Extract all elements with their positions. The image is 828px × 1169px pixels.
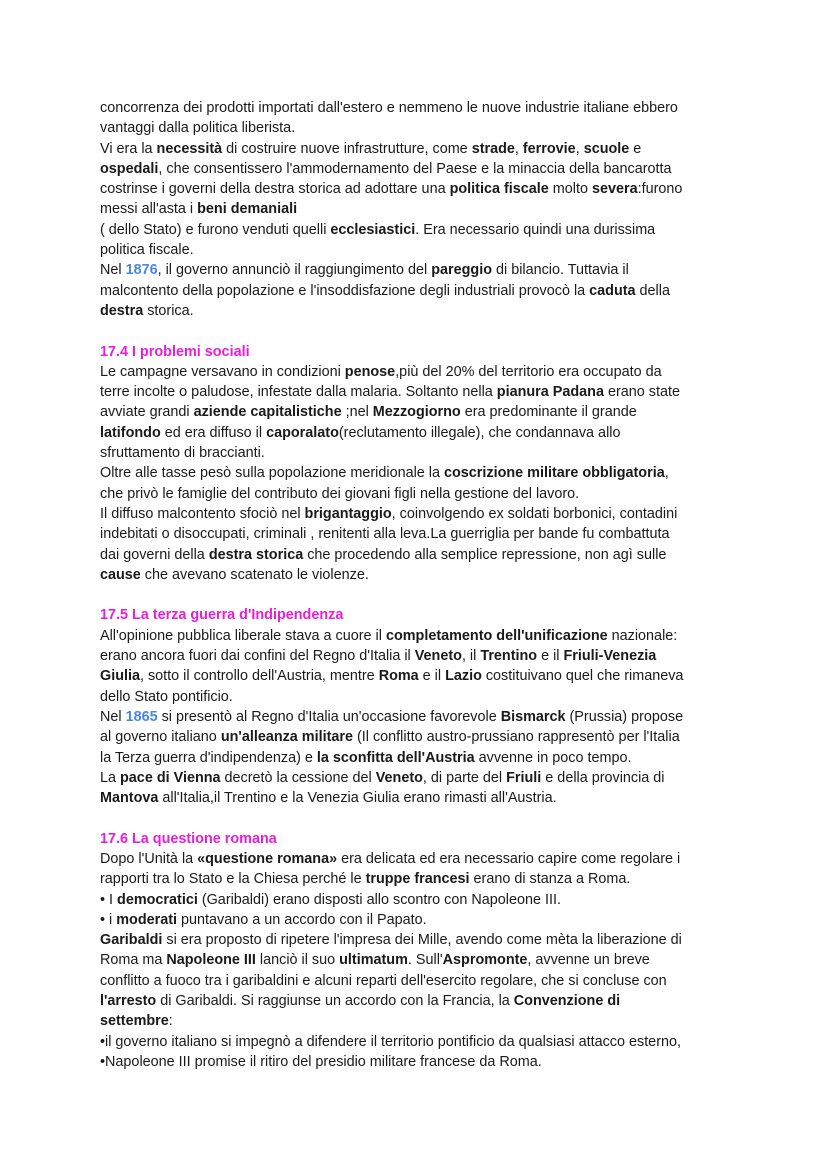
bold-text: beni demaniali	[197, 201, 298, 218]
text-run: All'opinione pubblica liberale stava a cuore il	[100, 627, 386, 644]
text-line	[100, 930, 740, 950]
text-line	[100, 524, 740, 544]
text-run: , il	[461, 648, 481, 665]
text-run: dello Stato pontificio.	[100, 688, 233, 705]
text-run: Roma ma	[100, 952, 167, 969]
text-run: ;nel	[341, 404, 373, 421]
text-run: sfruttamento di braccianti.	[100, 445, 265, 462]
text-line	[100, 1052, 740, 1072]
bold-text: Napoleone III	[166, 952, 256, 969]
text-run: (Garibaldi) erano disposti allo scontro con Napoleone III.	[197, 891, 561, 908]
text-run: all'Italia,il Trentino e la Venezia Giulia erano rimasti all'Austria.	[158, 790, 557, 807]
text-run: 17.6 La questione romana	[100, 830, 277, 847]
text-line	[100, 849, 740, 869]
text-line	[100, 484, 740, 504]
text-run: concorrenza dei prodotti importati dall'estero e nemmeno le nuove industrie italiane ebbero	[100, 100, 678, 116]
bold-text: cause	[100, 566, 141, 583]
text-run: Le campagne versavano in condizioni	[100, 363, 345, 380]
text-line	[100, 281, 740, 301]
section-title	[100, 342, 740, 362]
text-run: si presentò al Regno d'Italia un'occasione favorevole	[157, 708, 501, 725]
text-run: ,più del 20% del territorio era occupato da	[395, 363, 662, 380]
text-run: Il diffuso malcontento sfociò nel	[100, 505, 305, 522]
bold-text: destra	[100, 302, 144, 319]
text-run: (Il conflitto austro-prussiano rappresentò per l'Italia	[353, 729, 680, 746]
text-line	[100, 1011, 740, 1031]
text-run: terre incolte o paludose, infestate dalla malaria. Soltanto nella	[100, 384, 497, 401]
bold-text: strade	[471, 140, 515, 157]
bold-text: scuole	[583, 140, 630, 157]
text-run: , sotto il controllo dell'Austria, mentre	[139, 668, 379, 685]
text-run: , che consentissero l'ammodernamento del Paese e la minaccia della bancarotta	[158, 160, 672, 177]
text-run: e della provincia di	[541, 769, 665, 786]
text-run: avviate grandi	[100, 404, 194, 421]
text-line	[100, 788, 740, 808]
bold-text: pianura Padana	[496, 384, 604, 401]
text-run: e	[629, 140, 642, 157]
text-run: conflitto a fuoco tra i garibaldini e alcuni reparti dell'esercito regolare, che si concluse con	[100, 972, 667, 989]
text-run: nazionale:	[607, 627, 678, 644]
bold-text: necessità	[156, 140, 223, 157]
text-line	[100, 179, 740, 199]
bold-text: ferrovie	[522, 140, 576, 157]
bold-text: la sconfitta dell'Austria	[316, 749, 475, 766]
text-run: al governo italiano	[100, 729, 221, 746]
bold-text: Trentino	[480, 648, 538, 665]
text-line	[100, 666, 740, 686]
bold-text: Veneto	[375, 769, 423, 786]
year-highlight: 1865	[125, 708, 158, 725]
text-line	[100, 910, 740, 930]
bold-text: caduta	[589, 282, 636, 299]
bold-text: l'arresto	[100, 993, 157, 1010]
text-run: vantaggi dalla politica liberista.	[100, 120, 296, 137]
bold-text: brigantaggio	[304, 505, 392, 522]
text-run: :furono	[637, 181, 683, 198]
text-line	[100, 301, 740, 321]
text-line	[100, 199, 740, 219]
bold-text: Bismarck	[500, 708, 566, 725]
text-line	[100, 626, 740, 646]
text-run: puntavano a un accordo con il Papato.	[177, 911, 427, 928]
bold-text: ospedali	[100, 160, 159, 177]
text-line	[100, 768, 740, 788]
text-run: Vi era la	[100, 140, 157, 157]
text-run: , di parte del	[422, 769, 507, 786]
bold-text: destra storica	[208, 546, 304, 563]
text-run: molto	[548, 181, 592, 198]
text-run: , il governo annunciò il raggiungimento del	[157, 262, 432, 279]
text-run: •Napoleone III promise il ritiro del presidio militare francese da Roma.	[100, 1053, 542, 1070]
bold-text: completamento dell'unificazione	[385, 627, 608, 644]
text-line	[100, 382, 740, 402]
bold-text: Friuli	[506, 769, 542, 786]
bold-text: Garibaldi	[100, 932, 163, 949]
bold-text: truppe francesi	[365, 871, 470, 888]
bold-text: Veneto	[414, 648, 462, 665]
bold-text: pareggio	[431, 262, 492, 279]
text-line	[100, 260, 740, 280]
text-run: •il governo italiano si impegnò a difendere il territorio pontificio da qualsiasi attacco esterno,	[100, 1033, 681, 1050]
bold-text: caporalato	[266, 424, 339, 441]
text-line	[100, 748, 740, 768]
text-run: ed era diffuso il	[160, 424, 267, 441]
bold-text: settembre	[100, 1013, 169, 1030]
text-run: rapporti tra lo Stato e la Chiesa perché le	[100, 871, 366, 888]
text-line	[100, 118, 740, 138]
bold-text: aziende capitalistiche	[193, 404, 342, 421]
text-run: Dopo l'Unità la	[100, 850, 198, 867]
bold-text: Roma	[378, 668, 419, 685]
document-page	[100, 98, 740, 1072]
text-line	[100, 98, 740, 118]
bold-text: ultimatum	[339, 952, 408, 969]
bold-text: politica fiscale	[449, 181, 549, 198]
text-run: e il	[537, 648, 564, 665]
bold-text: moderati	[116, 911, 178, 928]
text-run: Oltre alle tasse pesò sulla popolazione meridionale la	[100, 465, 444, 482]
bold-text: latifondo	[100, 424, 161, 441]
bold-text: Convenzione di	[513, 993, 621, 1010]
section-title	[100, 605, 740, 625]
text-run: 17.5 La terza guerra d'Indipendenza	[100, 607, 344, 624]
bold-text: «questione romana»	[197, 850, 338, 867]
text-line	[100, 1032, 740, 1052]
text-run: , avvenne un breve	[527, 952, 650, 969]
text-run: di Garibaldi. Si raggiunse un accordo con la Francia, la	[156, 993, 514, 1010]
text-run: ( dello Stato) e furono venduti quelli	[100, 221, 331, 238]
text-run: di costruire nuove infrastrutture, come	[222, 140, 472, 157]
text-run: La	[100, 769, 121, 786]
bold-text: Friuli-Venezia	[563, 648, 657, 665]
bold-text: Aspromonte	[442, 952, 528, 969]
text-run: :	[168, 1013, 173, 1030]
text-run: avvenne in poco tempo.	[474, 749, 632, 766]
text-run: lanciò il suo	[255, 952, 340, 969]
text-line	[100, 565, 740, 585]
year-highlight: 1876	[125, 262, 158, 279]
section-title	[100, 829, 740, 849]
text-run: della	[635, 282, 670, 299]
text-run: di bilancio. Tuttavia il	[492, 262, 629, 279]
paragraph-gap	[100, 321, 740, 341]
paragraph-gap	[100, 585, 740, 605]
text-line	[100, 707, 740, 727]
text-run: 17.4 I problemi sociali	[100, 343, 250, 360]
text-line	[100, 423, 740, 443]
text-run: la Terza guerra d'indipendenza) e	[100, 749, 317, 766]
text-run: costrinse i governi della destra storica ad adottare una	[100, 181, 450, 198]
text-run: . Sull'	[407, 952, 443, 969]
text-run: ,	[575, 140, 584, 157]
text-run: e il	[418, 668, 446, 685]
paragraph-gap	[100, 808, 740, 828]
bold-text: un'alleanza militare	[220, 729, 353, 746]
bold-text: severa	[591, 181, 638, 198]
text-line	[100, 159, 740, 179]
text-line	[100, 971, 740, 991]
text-line	[100, 240, 740, 260]
text-run: ,	[664, 465, 669, 482]
text-run: storica.	[143, 302, 194, 319]
text-run: si era proposto di ripetere l'impresa dei Mille, avendo come mèta la liberazione di	[162, 932, 682, 949]
text-line	[100, 220, 740, 240]
text-run: messi all'asta i	[100, 201, 198, 218]
text-run: . Era necessario quindi una durissima	[415, 221, 656, 238]
bold-text: ecclesiastici	[330, 221, 416, 238]
text-run: dai governi della	[100, 546, 209, 563]
bold-text: Mantova	[100, 790, 159, 807]
text-run: era delicata ed era necessario capire come regolare i	[337, 850, 681, 867]
text-line	[100, 402, 740, 422]
bold-text: democratici	[117, 891, 198, 908]
bold-text: Giulia	[100, 668, 140, 685]
text-run: politica fiscale.	[100, 242, 194, 259]
text-line	[100, 727, 740, 747]
text-run: erano ancora fuori dai confini del Regno d'Italia il	[100, 648, 415, 665]
text-run: erano di stanza a Roma.	[469, 871, 631, 888]
text-run: • I	[100, 891, 118, 908]
bold-text: Mezzogiorno	[372, 404, 461, 421]
text-run: decretò la cessione del	[220, 769, 376, 786]
text-run: che privò le famiglie del contributo dei giovani figli nella gestione del lavoro.	[100, 485, 580, 502]
text-line	[100, 362, 740, 382]
text-line	[100, 139, 740, 159]
bold-text: penose	[344, 363, 396, 380]
text-run: malcontento della popolazione e l'insoddisfazione degli industriali provocò la	[100, 282, 590, 299]
bold-text: Lazio	[445, 668, 482, 685]
bold-text: coscrizione militare obbligatoria	[443, 465, 665, 482]
text-run: (reclutamento illegale), che condannava allo	[338, 424, 621, 441]
text-line	[100, 687, 740, 707]
text-run: Nel	[100, 262, 126, 279]
text-run: erano state	[603, 384, 680, 401]
text-line	[100, 890, 740, 910]
text-line	[100, 545, 740, 565]
text-run: (Prussia) propose	[565, 708, 684, 725]
text-line	[100, 646, 740, 666]
text-line	[100, 869, 740, 889]
text-line	[100, 443, 740, 463]
text-line	[100, 463, 740, 483]
bold-text: pace di Vienna	[120, 769, 221, 786]
text-line	[100, 950, 740, 970]
text-run: era predominante il grande	[460, 404, 637, 421]
text-run: , coinvolgendo ex soldati borbonici, contadini	[391, 505, 678, 522]
text-line	[100, 991, 740, 1011]
text-line	[100, 504, 740, 524]
text-run: indebitati o disoccupati, criminali , renitenti alla leva.La guerriglia per bande fu combattuta	[100, 526, 670, 543]
text-run: Nel	[100, 708, 126, 725]
text-run: che procedendo alla semplice repressione, non agì sulle	[303, 546, 667, 563]
text-run: che avevano scatenato le violenze.	[140, 566, 369, 583]
text-run: • i	[100, 911, 117, 928]
text-run: ,	[514, 140, 523, 157]
text-run: costituivano quel che rimaneva	[481, 668, 684, 685]
